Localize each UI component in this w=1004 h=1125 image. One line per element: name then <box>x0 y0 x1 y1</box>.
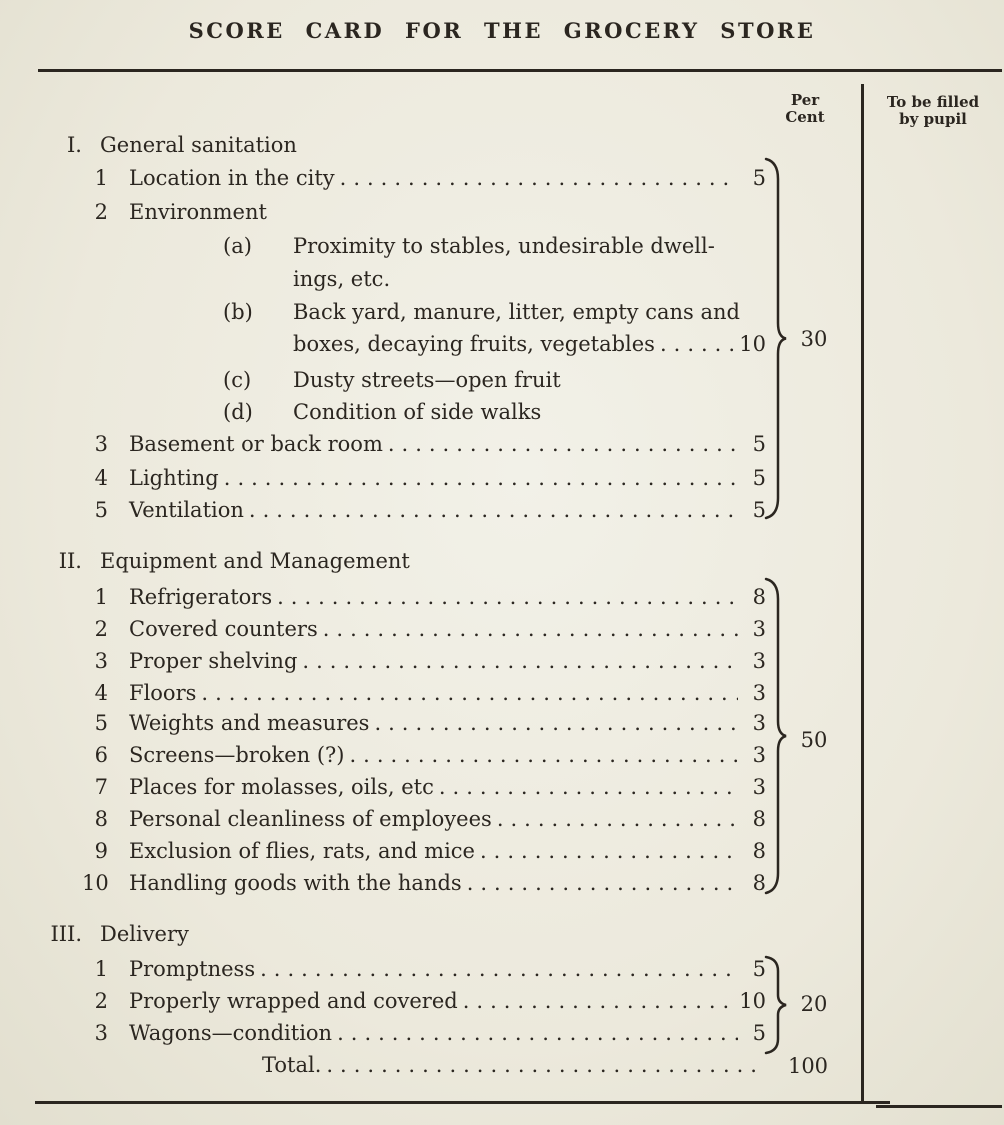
row-points: 3 <box>752 743 766 767</box>
subrow-label: Condition of side walks <box>293 400 542 424</box>
section-heading <box>36 921 766 947</box>
row-points: 5 <box>752 466 766 490</box>
section-percent: 30 <box>800 327 828 351</box>
row-label: Properly wrapped and covered <box>129 989 458 1013</box>
row-points: 8 <box>752 871 766 895</box>
row-points: 8 <box>752 839 766 863</box>
score-subrow <box>36 399 766 425</box>
row-points: 5 <box>752 166 766 190</box>
row-label: Wagons—condition <box>129 1021 333 1045</box>
row-number: 2 <box>94 989 108 1013</box>
section-numeral: II. <box>58 549 82 573</box>
row-label: Covered counters <box>129 617 318 641</box>
row-number: 2 <box>94 617 108 641</box>
row-label: Personal cleanliness of employees <box>129 807 492 831</box>
percent-column-header <box>772 92 838 126</box>
pupil-header-line2: by pupil <box>899 110 967 128</box>
score-row <box>36 465 766 491</box>
score-row <box>36 838 766 864</box>
row-number: 3 <box>94 432 108 456</box>
section-title: General sanitation <box>100 133 297 157</box>
row-number: 1 <box>94 166 108 190</box>
row-number: 7 <box>94 775 108 799</box>
score-subrow <box>36 299 766 325</box>
subrow-letter: (a) <box>223 234 252 258</box>
percent-header-line2: Cent <box>785 108 825 126</box>
row-points: 3 <box>752 711 766 735</box>
section-brace <box>763 955 789 1055</box>
score-row <box>36 431 766 457</box>
row-points: 5 <box>752 957 766 981</box>
score-row <box>36 199 766 225</box>
row-number: 10 <box>82 871 109 895</box>
row-points: 3 <box>752 617 766 641</box>
section-title: Delivery <box>100 922 189 946</box>
score-subrow <box>36 367 766 393</box>
row-points: 3 <box>752 775 766 799</box>
dot-leader <box>458 988 738 1014</box>
score-row <box>36 584 766 610</box>
total-label: Total. <box>262 1053 322 1077</box>
row-number: 5 <box>94 498 108 522</box>
row-number: 8 <box>94 807 108 831</box>
pupil-column-header <box>868 94 998 128</box>
bottom-rule-right <box>876 1105 1002 1108</box>
score-row <box>36 806 766 832</box>
subrow-letter: (d) <box>223 400 253 424</box>
row-points: 8 <box>752 585 766 609</box>
dot-leader <box>321 1052 766 1078</box>
score-subrow-continuation <box>36 266 766 292</box>
subrow-label: Proximity to stables, undesirable dwell- <box>293 234 715 258</box>
section-percent: 20 <box>800 992 828 1016</box>
row-label: Promptness <box>129 957 256 981</box>
section-title: Equipment and Management <box>100 549 410 573</box>
row-points: 10 <box>739 332 766 356</box>
row-label: Ventilation <box>129 498 244 522</box>
dot-leader <box>196 680 738 706</box>
subrow-label: Dusty streets—open fruit <box>293 368 561 392</box>
score-row <box>36 870 766 896</box>
section-numeral: III. <box>50 922 82 946</box>
row-label: Basement or back room <box>129 432 383 456</box>
score-row <box>36 710 766 736</box>
total-points: 100 <box>787 1054 829 1078</box>
section-brace <box>763 577 789 895</box>
bottom-rule-left <box>35 1101 890 1104</box>
row-label: Floors <box>129 681 197 705</box>
row-number: 9 <box>94 839 108 863</box>
subrow-label: ings, etc. <box>293 267 391 291</box>
score-subrow-continuation <box>36 331 766 357</box>
score-row <box>36 648 766 674</box>
subrow-label: boxes, decaying fruits, vegetables <box>293 332 655 356</box>
dot-leader <box>297 648 738 674</box>
score-row <box>36 988 766 1014</box>
row-number: 3 <box>94 649 108 673</box>
row-label: Handling goods with the hands <box>129 871 462 895</box>
dot-leader <box>244 497 738 523</box>
row-label: Places for molasses, oils, etc <box>129 775 434 799</box>
dot-leader <box>219 465 738 491</box>
row-number: 6 <box>94 743 108 767</box>
total-row <box>36 1052 766 1078</box>
dot-leader <box>335 165 738 191</box>
dot-leader <box>475 838 738 864</box>
dot-leader <box>344 742 738 768</box>
row-label: Location in the city <box>129 166 335 190</box>
score-row <box>36 956 766 982</box>
top-rule <box>38 69 1002 72</box>
subrow-letter: (b) <box>223 300 253 324</box>
score-row <box>36 1020 766 1046</box>
row-points: 10 <box>739 989 766 1013</box>
row-number: 3 <box>94 1021 108 1045</box>
dot-leader <box>492 806 738 832</box>
row-label: Exclusion of flies, rats, and mice <box>129 839 475 863</box>
dot-leader <box>255 956 738 982</box>
row-points: 5 <box>752 498 766 522</box>
score-row <box>36 742 766 768</box>
percent-header-line1: Per <box>790 91 820 109</box>
row-label: Weights and measures <box>129 711 370 735</box>
section-numeral: I. <box>67 133 82 157</box>
section-percent: 50 <box>800 728 828 752</box>
pupil-header-line1: To be filled <box>886 93 980 111</box>
score-row <box>36 497 766 523</box>
score-subrow <box>36 233 766 259</box>
subrow-letter: (c) <box>223 368 252 392</box>
row-number: 1 <box>94 957 108 981</box>
score-row <box>36 680 766 706</box>
score-row <box>36 165 766 191</box>
row-label: Proper shelving <box>129 649 298 673</box>
row-points: 8 <box>752 807 766 831</box>
dot-leader <box>462 870 738 896</box>
row-label: Screens—broken (?) <box>129 743 345 767</box>
dot-leader <box>655 331 738 357</box>
dot-leader <box>369 710 738 736</box>
score-row <box>36 774 766 800</box>
page-title: SCORE CARD FOR THE GROCERY STORE <box>188 18 816 43</box>
section-heading <box>36 132 766 158</box>
row-number: 1 <box>94 585 108 609</box>
row-number: 4 <box>94 681 108 705</box>
column-divider-rule <box>861 84 864 1101</box>
row-number: 2 <box>94 200 108 224</box>
row-label: Refrigerators <box>129 585 273 609</box>
row-number: 4 <box>94 466 108 490</box>
dot-leader <box>332 1020 738 1046</box>
dot-leader <box>434 774 738 800</box>
section-brace <box>763 157 789 520</box>
row-label: Lighting <box>129 466 219 490</box>
row-points: 5 <box>752 1021 766 1045</box>
row-number: 5 <box>94 711 108 735</box>
row-points: 3 <box>752 649 766 673</box>
row-points: 5 <box>752 432 766 456</box>
score-row <box>36 616 766 642</box>
row-label: Environment <box>129 200 267 224</box>
row-points: 3 <box>752 681 766 705</box>
subrow-label: Back yard, manure, litter, empty cans and <box>293 300 740 324</box>
dot-leader <box>318 616 738 642</box>
section-heading <box>36 548 766 574</box>
dot-leader <box>383 431 738 457</box>
dot-leader <box>272 584 738 610</box>
